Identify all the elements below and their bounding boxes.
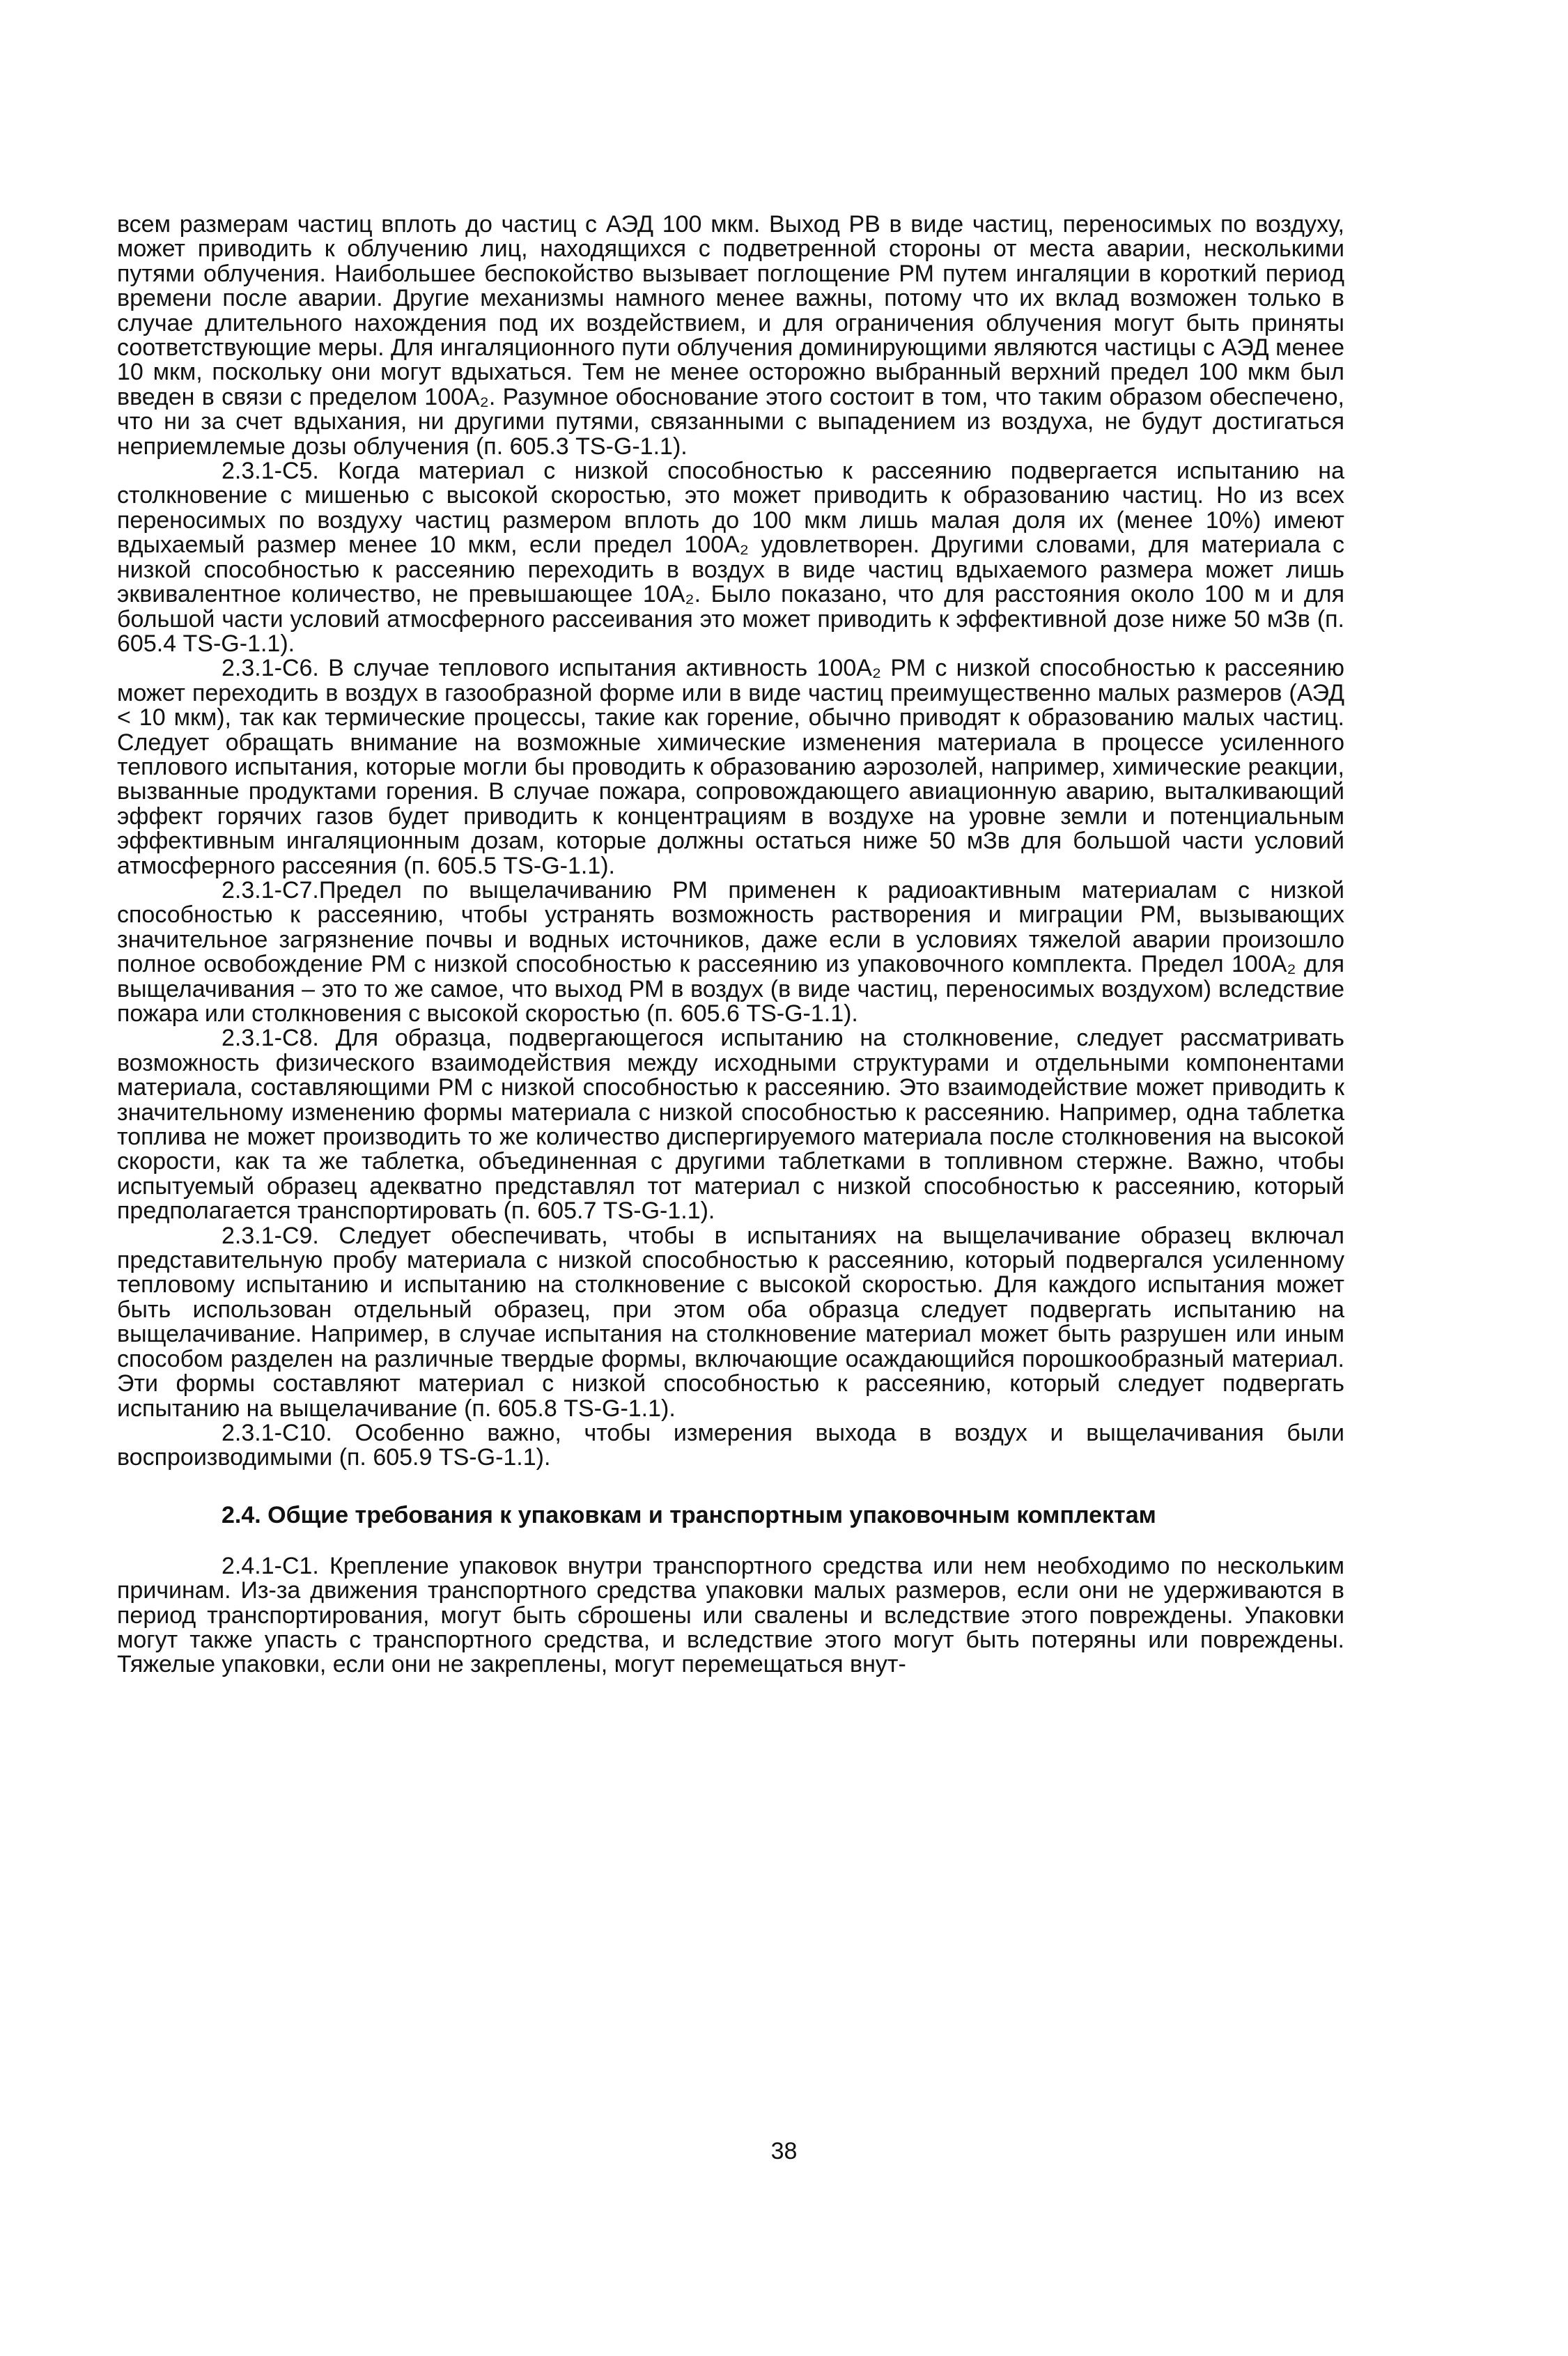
page-number: 38 xyxy=(770,2138,798,2164)
paragraph-2-3-1-c8: 2.3.1-С8. Для образца, подвергающегося испытанию на столкновение, следует рассматривать возможность физического взаимодействия между исходными структурами и отдельными компонентами материала, составляющими РМ с низкой способностью к рассеянию. Это взаимодействие может приводить к значительному изменению формы материала с низкой способностью к рассеянию. Например, одна таблетка топлива не может производить то же количество диспергируемого материала после столкновения на высокой скорости, как та же таблетка, объединенная с другими таблетками в топливном стержне. Важно, чтобы испытуемый образец адекватно представлял тот материал с низкой способностью к рассеянию, который предполагается транспортировать (п. 605.7 TS-G-1.1). xyxy=(117,1025,1344,1225)
paragraph-2-3-1-c10: 2.3.1-С10. Особенно важно, чтобы измерения выхода в воздух и выщелачивания были воспроизводимыми (п. 605.9 TS-G-1.1). xyxy=(117,1419,1344,1471)
document-page xyxy=(117,212,1344,1677)
paragraph-2-3-1-c9: 2.3.1-С9. Следует обеспечивать, чтобы в испытаниях на выщелачивание образец включал представительную пробу материала с низкой способностью к рассеянию, который подвергался усиленному тепловому испытанию и испытанию на столкновение с высокой скоростью. Для каждого испытания может быть использован отдельный образец, при этом оба образца следует подвергать испытанию на выщелачивание. Например, в случае испытания на столкновение материал может быть разрушен или иным способом разделен на различные твердые формы, включающие осаждающийся порошкообразный материал. Эти формы составляют материал с низкой способностью к рассеянию, который следует подвергать испытанию на выщелачивание (п. 605.8 TS-G-1.1). xyxy=(117,1222,1344,1422)
paragraph-2-4-1-c1: 2.4.1-С1. Крепление упаковок внутри транспортного средства или нем необходимо по нескольким причинам. Из-за движения транспортного средства упаковки малых размеров, если они не удерживаются в период транспортирования, могут быть сброшены или свалены и вследствие этого повреждены. Упаковки могут также упасть с транспортного средства, и вследствие этого могут быть потеряны или повреждены. Тяжелые упаковки, если они не закреплены, могут перемещаться внут- xyxy=(117,1552,1344,1678)
paragraph-2-3-1-c5: 2.3.1-С5. Когда материал с низкой способностью к рассеянию подвергается испытанию на столкновение с мишенью с высокой скоростью, это может приводить к образованию частиц. Но из всех переносимых по воздуху частиц размером вплоть до 100 мкм лишь малая доля их (менее 10%) имеют вдыхаемый размер менее 10 мкм, если предел 100A₂ удовлетворен. Другими словами, для материала с низкой способностью к рассеянию переходить в воздух в виде частиц вдыхаемого размера может лишь эквивалентное количество, не превышающее 10A₂. Было показано, что для расстояния около 100 м и для большой части условий атмосферного рассеивания это может приводить к эффективной дозе ниже 50 мЗв (п. 605.4 TS-G-1.1). xyxy=(117,458,1344,657)
paragraph-2-3-1-c7: 2.3.1-С7.Предел по выщелачиванию РМ применен к радиоактивным материалам с низкой способностью к рассеянию, чтобы устранять возможность растворения и миграции РМ, вызывающих значительное загрязнение почвы и водных источников, даже если в условиях тяжелой аварии произошло полное освобождение РМ с низкой способностью к рассеянию из упаковочного комплекта. Предел 100A₂ для выщелачивания – это то же самое, что выход РМ в воздух (в виде частиц, переносимых воздухом) вследствие пожара или столкновения с высокой скоростью (п. 605.6 TS-G-1.1). xyxy=(117,876,1344,1027)
paragraph-continuation: всем размерам частиц вплоть до частиц с АЭД 100 мкм. Выход РВ в виде частиц, переносимых по воздуху, может приводить к облучению лиц, находящихся с подветренной стороны от места аварии, несколькими путями облучения. Наибольшее беспокойство вызывает поглощение РМ путем ингаляции в короткий период времени после аварии. Другие механизмы намного менее важны, потому что их вклад возможен только в случае длительного нахождения под их воздействием, и для ограничения облучения могут быть приняты соответствующие меры. Для ингаляционного пути облучения доминирующими являются частицы с АЭД менее 10 мкм, поскольку они могут вдыхаться. Тем не менее осторожно выбранный верхний предел 100 мкм был введен в связи с пределом 100A₂. Разумное обоснование этого состоит в том, что таким образом обеспечено, что ни за счет вдыхания, ни другими путями, связанными с выпадением из воздуха, не будут достигаться неприемлемые дозы облучения (п. 605.3 TS-G-1.1). xyxy=(117,211,1344,460)
spacer xyxy=(117,1471,1344,1483)
section-heading: 2.4. Общие требования к упаковкам и транспортным упаковочным комплектам xyxy=(222,1501,1156,1528)
paragraph-2-3-1-c6: 2.3.1-С6. В случае теплового испытания активность 100A₂ РМ с низкой способностью к рассеянию может переходить в воздух в газообразной форме или в виде частиц преимущественно малых размеров (АЭД < 10 мкм), так как термические процессы, такие как горение, обычно приводят к образованию малых частиц. Следует обращать внимание на возможные химические изменения материала в процессе усиленного теплового испытания, которые могли бы проводить к образованию аэрозолей, например, химические реакции, вызванные продуктами горения. В случае пожара, сопровождающего авиационную аварию, выталкивающий эффект горячих газов будет приводить к концентрациям в воздухе на уровне земли и потенциальным эффективным ингаляционным дозам, которые должны остаться ниже 50 мЗв для большой части условий атмосферного рассеяния (п. 605.5 TS-G-1.1). xyxy=(117,655,1344,879)
